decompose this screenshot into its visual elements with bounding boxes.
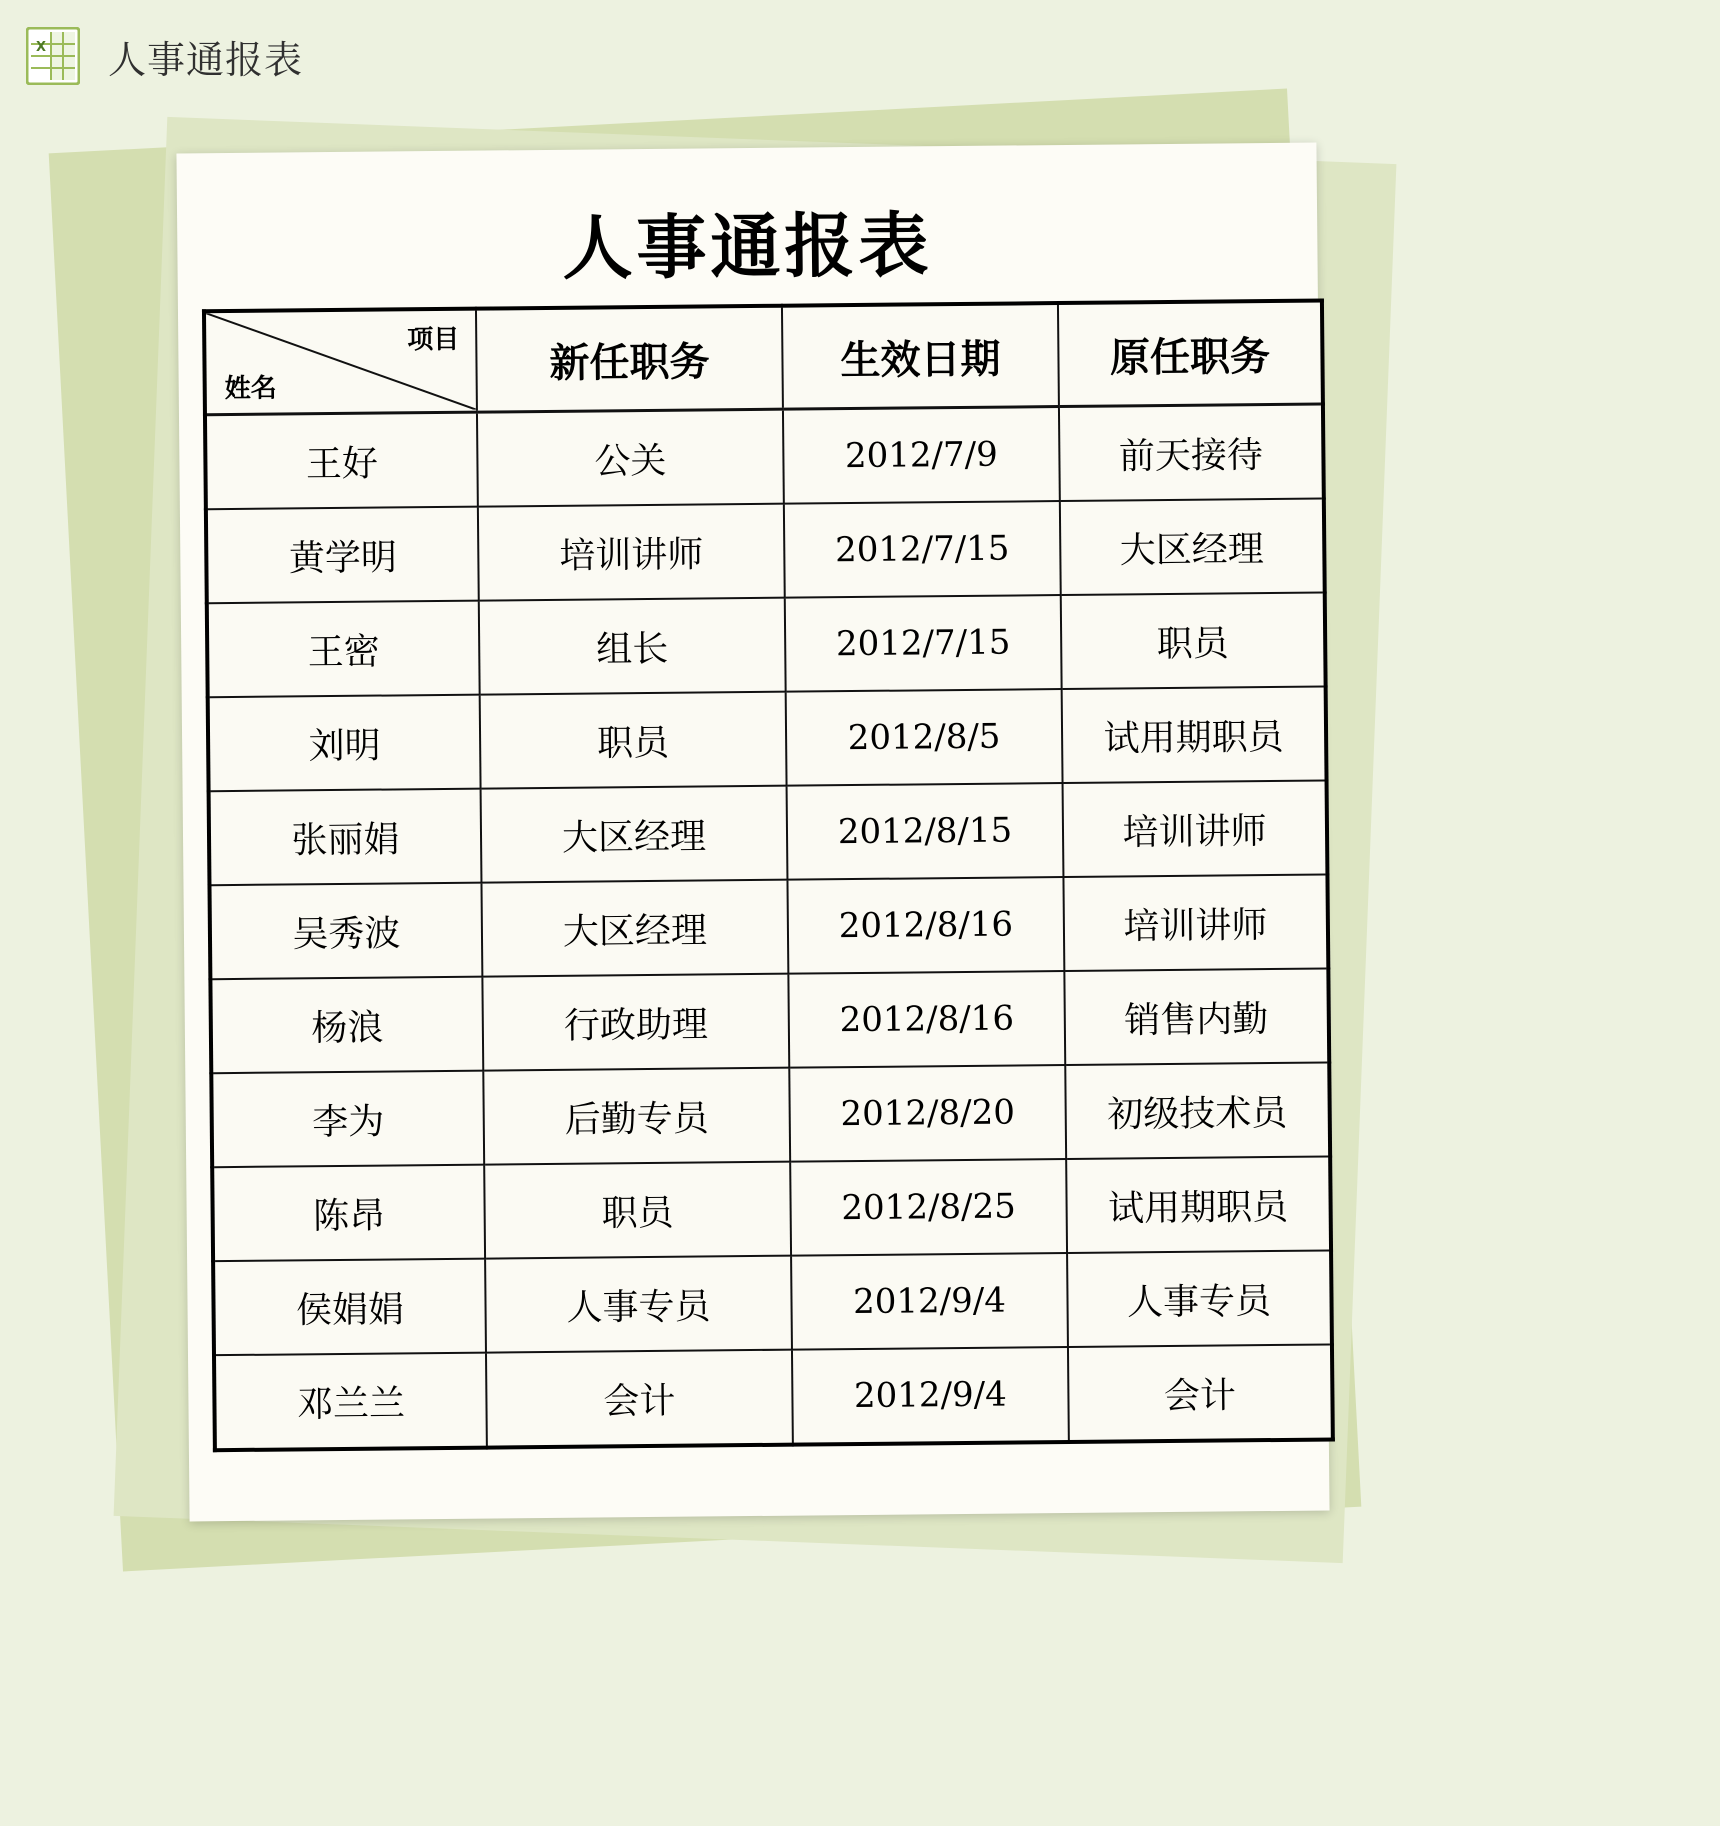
corner-item-label: 项目: [407, 324, 460, 356]
cell-date: 2012/8/5: [786, 689, 1063, 786]
cell-old-post: 试用期职员: [1062, 686, 1327, 783]
table-row: [212, 1156, 1331, 1261]
column-header-old-post: 原任职务: [1058, 301, 1323, 407]
cell-new-post: 职员: [480, 692, 787, 789]
column-header-effective-date: 生效日期: [782, 303, 1059, 409]
excel-file-icon: [26, 27, 80, 85]
document-title: 人事通报表: [108, 37, 304, 82]
cell-name: 吴秀波: [209, 883, 482, 980]
cell-name: 张丽娟: [209, 789, 482, 886]
table-row: [208, 686, 1327, 791]
cell-name: 李为: [211, 1071, 484, 1168]
cell-date: 2012/9/4: [792, 1347, 1069, 1445]
table-row: [211, 1062, 1330, 1167]
cell-date: 2012/8/15: [787, 783, 1064, 880]
cell-old-post: 前天接待: [1059, 404, 1324, 501]
table-row: [209, 874, 1328, 979]
cell-name: 王密: [207, 601, 480, 698]
table-row: [210, 968, 1329, 1073]
corner-name-label: 姓名: [224, 373, 277, 405]
table-row: [214, 1344, 1333, 1450]
cell-new-post: 会计: [486, 1350, 793, 1448]
cell-old-post: 会计: [1068, 1344, 1333, 1442]
cell-new-post: 人事专员: [485, 1256, 792, 1353]
cell-date: 2012/8/20: [789, 1065, 1066, 1162]
table-row: [207, 593, 1326, 698]
cell-new-post: 组长: [479, 598, 786, 695]
personnel-notice-table: [202, 298, 1335, 1452]
cell-name: 王好: [205, 412, 478, 509]
svg-text:X: X: [36, 40, 47, 55]
table-row: [206, 499, 1325, 604]
corner-header-cell: [204, 309, 477, 415]
cell-date: 2012/8/16: [787, 877, 1064, 974]
table-header-row: [204, 301, 1323, 415]
table-row: [205, 404, 1324, 509]
cell-old-post: 大区经理: [1060, 499, 1325, 596]
column-header-new-post: 新任职务: [476, 306, 783, 412]
cell-old-post: 销售内勤: [1064, 968, 1329, 1065]
cell-date: 2012/9/4: [791, 1253, 1068, 1350]
cell-new-post: 大区经理: [481, 786, 788, 883]
cell-name: 邓兰兰: [214, 1353, 487, 1451]
cell-name: 杨浪: [210, 977, 483, 1074]
cell-old-post: 培训讲师: [1063, 780, 1328, 877]
cell-old-post: 人事专员: [1067, 1250, 1332, 1347]
spreadsheet-paper: [176, 143, 1329, 1522]
table-row: [209, 780, 1328, 885]
sheet-title: 人事通报表: [561, 203, 933, 290]
cell-date: 2012/8/16: [788, 971, 1065, 1068]
cell-name: 侯娟娟: [213, 1259, 486, 1356]
cell-date: 2012/7/15: [785, 595, 1062, 692]
cell-new-post: 大区经理: [481, 880, 788, 977]
title-bar: [0, 0, 1720, 112]
cell-date: 2012/8/25: [790, 1159, 1067, 1256]
cell-new-post: 职员: [484, 1162, 791, 1259]
cell-old-post: 培训讲师: [1063, 874, 1328, 971]
cell-new-post: 后勤专员: [483, 1068, 790, 1165]
cell-old-post: 试用期职员: [1066, 1156, 1331, 1253]
cell-date: 2012/7/9: [783, 407, 1060, 504]
cell-old-post: 初级技术员: [1065, 1062, 1330, 1159]
cell-new-post: 培训讲师: [478, 504, 785, 601]
cell-name: 刘明: [208, 695, 481, 792]
cell-date: 2012/7/15: [784, 501, 1061, 598]
cell-name: 陈昂: [212, 1165, 485, 1262]
cell-new-post: 行政助理: [482, 974, 789, 1071]
table-row: [213, 1250, 1332, 1355]
cell-name: 黄学明: [206, 507, 479, 604]
cell-old-post: 职员: [1061, 593, 1326, 690]
cell-new-post: 公关: [477, 409, 784, 506]
